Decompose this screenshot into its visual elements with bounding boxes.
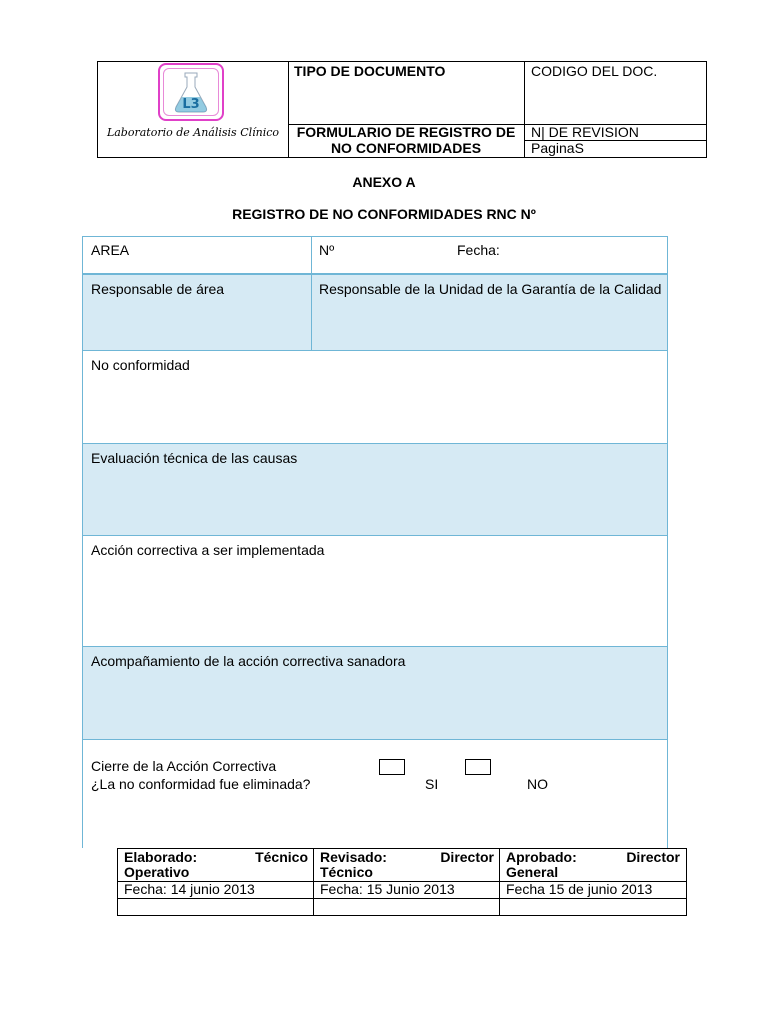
revisado-cell: Revisado: Director Técnico <box>320 849 494 880</box>
si-label: SI <box>425 776 439 792</box>
flask-icon <box>160 65 222 119</box>
rnc-form <box>82 236 668 848</box>
accion-correctiva-row <box>82 536 668 646</box>
no-conformidad-row <box>82 351 668 443</box>
lab-logo <box>158 63 224 121</box>
cierre-row <box>82 740 668 848</box>
registro-title: REGISTRO DE NO CONFORMIDADES RNC Nº <box>232 206 536 222</box>
responsables-row <box>82 275 668 351</box>
acompanamiento-label: Acompañamiento de la acción correctiva sanadora <box>91 653 406 669</box>
fecha-label: Fecha: <box>457 242 500 258</box>
footer-divider <box>499 849 500 915</box>
header-table <box>97 61 707 158</box>
approval-table <box>117 848 687 916</box>
header-divider <box>524 62 525 157</box>
accion-correctiva-label: Acción correctiva a ser implementada <box>91 542 325 558</box>
aprobado-cell: Aprobado: Director General <box>506 849 680 880</box>
cierre-label: Cierre de la Acción Correctiva <box>91 758 277 774</box>
evaluacion-row <box>82 444 668 535</box>
fecha-aprobado: Fecha 15 de junio 2013 <box>506 881 653 897</box>
anexo-title: ANEXO A <box>352 174 416 190</box>
footer-divider <box>313 849 314 915</box>
form-divider <box>311 275 312 351</box>
responsable-area-label: Responsable de área <box>91 281 225 297</box>
paginas-label: PaginaS <box>531 140 584 156</box>
elaborado-cell: Elaborado: Técnico Operativo <box>124 849 308 880</box>
area-row <box>82 236 668 273</box>
form-title: FORMULARIO DE REGISTRO DE NO CONFORMIDADES <box>296 124 516 156</box>
numero-label: Nº <box>319 242 335 258</box>
lab-name: Laboratorio de Análisis Clínico <box>106 126 280 139</box>
pregunta-label: ¿La no conformidad fue eliminada? <box>91 776 311 792</box>
tipo-documento-label: TIPO DE DOCUMENTO <box>294 63 446 79</box>
revision-label: N| DE REVISION <box>531 124 639 140</box>
no-label: NO <box>527 776 548 792</box>
acompanamiento-row <box>82 647 668 739</box>
si-checkbox[interactable] <box>379 759 405 775</box>
footer-divider <box>118 898 686 899</box>
area-label: AREA <box>91 242 130 258</box>
responsable-calidad-label: Responsable de la Unidad de la Garantía de la Calidad <box>319 281 662 297</box>
codigo-label: CODIGO DEL DOC. <box>531 63 658 79</box>
fecha-revisado: Fecha: 15 Junio 2013 <box>320 881 455 897</box>
evaluacion-label: Evaluación técnica de las causas <box>91 450 298 466</box>
svg-text:L3: L3 <box>182 97 200 112</box>
fecha-elaborado: Fecha: 14 junio 2013 <box>124 881 255 897</box>
no-checkbox[interactable] <box>465 759 491 775</box>
no-conformidad-label: No conformidad <box>91 357 190 373</box>
